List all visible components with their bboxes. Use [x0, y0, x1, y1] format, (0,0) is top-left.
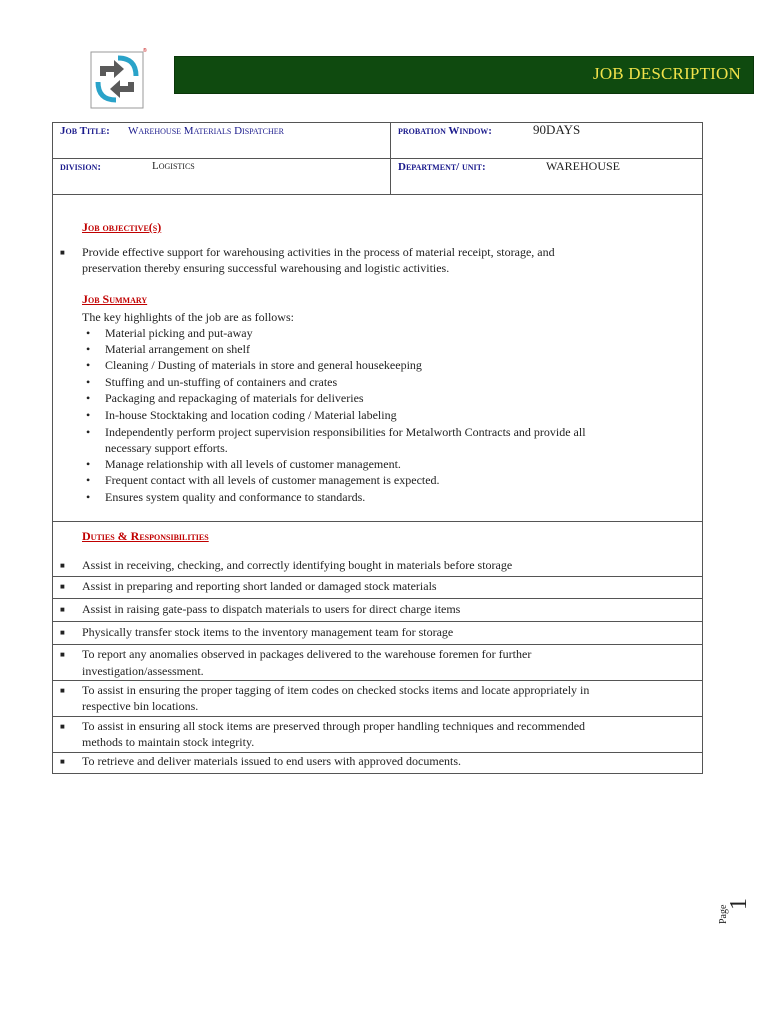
column-divider [390, 122, 391, 194]
row-divider [52, 194, 703, 195]
duty-item: To retrieve and deliver materials issued to end users with approved documents. [82, 754, 462, 768]
summary-item: Material arrangement on shelf [105, 342, 250, 356]
duty-item-continued: respective bin locations. [82, 699, 199, 713]
summary-intro: The key highlights of the job are as follows: [82, 310, 294, 324]
division-value: Logistics [152, 160, 195, 172]
bullet-icon: ■ [60, 561, 65, 570]
page-number [716, 880, 752, 926]
bullet-icon: • [86, 490, 91, 504]
summary-item: Stuffing and un-stuffing of containers and crates [105, 375, 338, 389]
bullet-icon: ■ [60, 757, 65, 766]
probation-label: probation Window: [398, 125, 492, 137]
duty-item-continued: investigation/assessment. [82, 664, 204, 678]
svg-text:®: ® [143, 48, 147, 54]
duty-item: To assist in ensuring all stock items are preserved through proper handling techniques and recommended [82, 719, 586, 733]
objective-line: Provide effective support for warehousing activities in the process of material receipt, storage, and [82, 245, 555, 259]
document-title: JOB DESCRIPTION [593, 64, 741, 83]
summary-item: Independently perform project supervision responsibilities for Metalworth Contracts and provide all [105, 425, 586, 439]
summary-item-continued: necessary support efforts. [105, 441, 228, 455]
summary-item: Manage relationship with all levels of customer management. [105, 457, 401, 471]
job-title-label: Job Title: [60, 125, 110, 137]
duties-heading: Duties & Responsibilities [82, 529, 209, 543]
bullet-icon: • [86, 342, 91, 356]
department-label: Department/ unit: [398, 161, 486, 173]
summary-heading: Job Summary [82, 292, 148, 306]
bullet-icon: • [86, 358, 91, 372]
bullet-icon: • [86, 326, 91, 340]
header-bar [174, 56, 754, 94]
row-divider [52, 521, 703, 522]
bullet-icon: • [86, 408, 91, 422]
division-label: division: [60, 161, 102, 173]
bullet-icon: • [86, 473, 91, 487]
page-number-value: 1 [726, 898, 752, 910]
summary-item: Cleaning / Dusting of materials in store and general housekeeping [105, 358, 422, 372]
summary-item: Ensures system quality and conformance to standards. [105, 490, 366, 504]
bullet-icon: • [86, 391, 91, 405]
summary-item: Packaging and repackaging of materials for deliveries [105, 391, 364, 405]
duty-item: Assist in raising gate-pass to dispatch materials to users for direct charge items [82, 602, 461, 616]
bullet-icon: ■ [60, 722, 65, 731]
duty-item-continued: methods to maintain stock integrity. [82, 735, 255, 749]
row-divider [52, 576, 703, 577]
duty-item: Assist in preparing and reporting short landed or damaged stock materials [82, 579, 437, 593]
bullet-icon: ■ [60, 605, 65, 614]
bullet-icon: ■ [60, 628, 65, 637]
duty-item: To assist in ensuring the proper tagging of item codes on checked stocks items and locate appropriately in [82, 683, 590, 697]
bullet-icon: ■ [60, 650, 65, 659]
bullet-icon: • [86, 457, 91, 471]
bullet-icon: ■ [60, 248, 65, 257]
duty-item: Assist in receiving, checking, and correctly identifying bought in materials before storage [82, 558, 513, 572]
bullet-icon: • [86, 375, 91, 389]
company-logo [90, 48, 148, 110]
row-divider [52, 644, 703, 645]
summary-item: Frequent contact with all levels of customer management is expected. [105, 473, 440, 487]
duty-item: Physically transfer stock items to the inventory management team for storage [82, 625, 454, 639]
summary-item: Material picking and put-away [105, 326, 253, 340]
probation-value: 90DAYS [533, 122, 581, 137]
row-divider [52, 598, 703, 599]
row-divider [52, 716, 703, 717]
job-title-value: Warehouse Materials Dispatcher [128, 125, 284, 137]
summary-item: In-house Stocktaking and location coding / Material labeling [105, 408, 397, 422]
row-divider [52, 680, 703, 681]
bullet-icon: ■ [60, 582, 65, 591]
row-divider [52, 621, 703, 622]
bullet-icon: • [86, 425, 91, 439]
objective-heading: Job objective(s) [82, 220, 162, 234]
objective-line: preservation thereby ensuring successful warehousing and logistic activities. [82, 261, 450, 275]
page-label: Page [718, 904, 729, 924]
department-value: WAREHOUSE [546, 159, 620, 173]
bullet-icon: ■ [60, 686, 65, 695]
duty-item: To report any anomalies observed in packages delivered to the warehouse foremen for further [82, 647, 532, 661]
